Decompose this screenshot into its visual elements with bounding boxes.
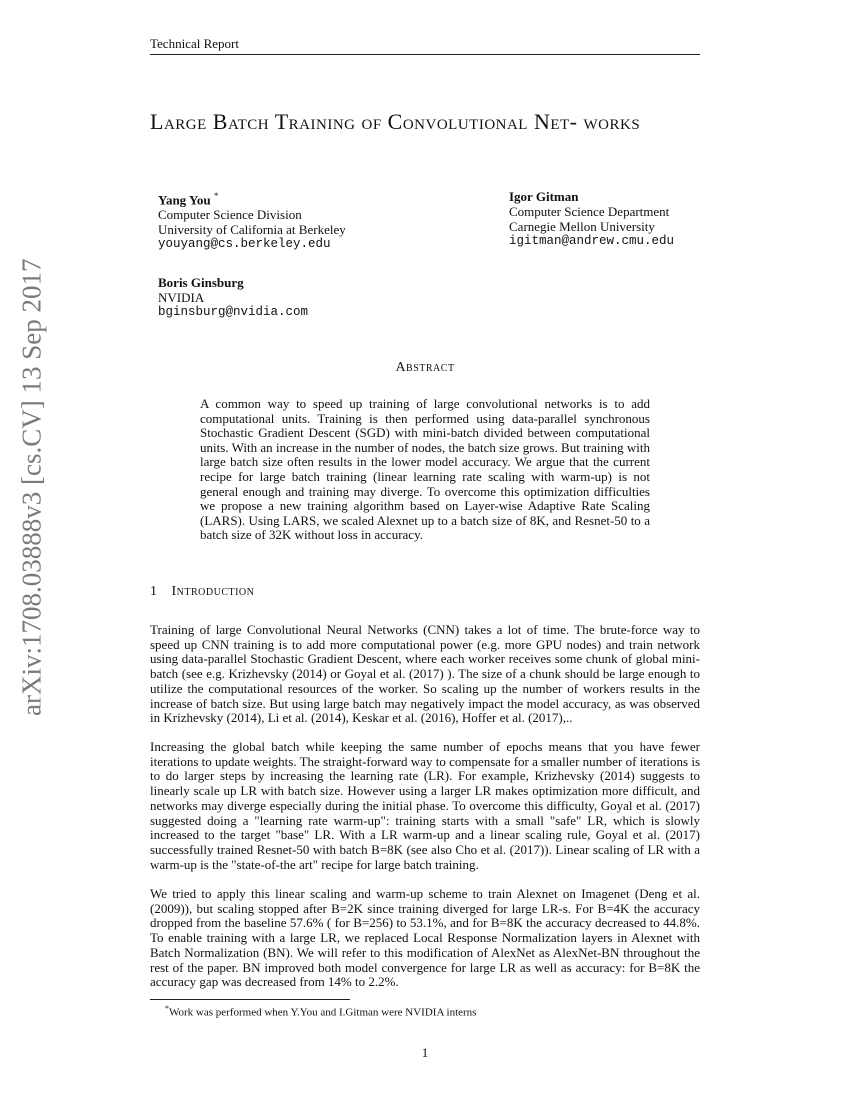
author-block — [158, 275, 308, 320]
body-paragraph: Increasing the global batch while keeping the same number of epochs means that you have fewer iterations to update weights. The straight-forward way to compensate for a smaller number of iterations is to do larger steps by increasing the learning rate (LR). For example, Krizhevsky (2014) suggests to linearly scale up LR with batch size. However using a larger LR makes optimization more difficult, and networks may diverge especially during the initial phase. To overcome this difficulty, Goyal et al. (2017) suggested doing a "learning rate warm-up": training starts with a small "safe" LR, which is slowly increased to the target "base" LR. With a LR warm-up and a linear scaling rule, Goyal et al. (2017) successfully trained Resnet-50 with batch B=8K (see also Cho et al. (2017)). Linear scaling of LR with a warm-up is the "state-of-the art" recipe for large batch training. — [150, 739, 700, 872]
abstract-heading: Abstract — [395, 360, 455, 375]
author-name: Boris Ginsburg — [158, 275, 244, 290]
author-affiliation: University of California at Berkeley — [158, 222, 346, 238]
author-block — [509, 189, 674, 249]
author-footnote-marker: * — [213, 191, 219, 201]
section-title: Introduction — [171, 584, 255, 599]
author-affiliation: Computer Science Department — [509, 204, 670, 219]
abstract-text: A common way to speed up training of large convolutional networks is to add computational units. Training is then performed using data-parallel synchronous Stochastic Gradient Descent (SGD) with mini-batch divided between computational units. With an increase in the number of nodes, the batch size grows. But training with large batch size often results in the lower model accuracy. We argue that the current recipe for large batch training (linear learning rate scaling with warm-up) is not general enough and training may diverge. To overcome this optimization difficulties we propose a new training algorithm based on Layer-wise Adaptive Rate Scaling (LARS). Using LARS, we scaled Alexnet up to a batch size of 8K, and Resnet-50 to a batch size of 32K without loss in accuracy. — [200, 396, 650, 543]
author-email[interactable]: bginsburg@nvidia.com — [158, 305, 309, 319]
author-email[interactable]: youyang@cs.berkeley.edu — [158, 237, 331, 252]
footnote-rule — [150, 999, 350, 1000]
footnote-marker: * — [165, 1004, 169, 1013]
author-name: Igor Gitman — [509, 189, 579, 204]
section-heading — [150, 584, 254, 600]
author-affiliation: NVIDIA — [158, 290, 205, 305]
author-affiliation: Carnegie Mellon University — [509, 219, 655, 234]
author-block — [158, 189, 346, 252]
section-number: 1 — [150, 584, 158, 599]
header-rule — [150, 54, 700, 55]
page-number: 1 — [421, 1045, 429, 1060]
body-paragraph: Training of large Convolutional Neural Networks (CNN) takes a lot of time. The brute-force way to speed up CNN training is to add more computational power (e.g. more GPU nodes) and train network using data-parallel Stochastic Gradient Descent, where each worker receives some chunk of global mini-batch (see e.g. Krizhevsky (2014) or Goyal et al. (2017) ). The size of a chunk should be large enough to utilize the computational resources of the worker. So scaling up the number of workers results in the increase of batch size. But using large batch may negatively impact the model accuracy, as was observed in Krizhevsky (2014), Li et al. (2014), Keskar et al. (2016), Hoffer et al. (2017),.. — [150, 622, 700, 726]
author-email[interactable]: igitman@andrew.cmu.edu — [509, 234, 675, 248]
running-header: Technical Report — [150, 36, 239, 51]
paper-title: Large Batch Training of Convolutional Net- works — [150, 109, 641, 134]
author-affiliation: Computer Science Division — [158, 207, 302, 223]
footnote-text: Work was performed when Y.You and I.Gitman were NVIDIA interns — [169, 1006, 477, 1019]
body-paragraph: We tried to apply this linear scaling and warm-up scheme to train Alexnet on Imagenet (Deng et al. (2009)), but scaling stopped after B=2K since training diverged for large LR-s. For B=4K the accuracy dropped from the baseline 57.6% ( for B=256) to 53.1%, and for B=8K the accuracy decreased to 44.8%. To enable training with a large LR, we replaced Local Response Normalization layers in Alexnet with Batch Normalization (BN). We will refer to this modification of AlexNet as AlexNet-BN throughout the rest of the paper. BN improved both model convergence for large LR as well as accuracy: for B=8K the accuracy gap was decreased from 14% to 2.2%. — [150, 886, 700, 990]
footnote — [165, 1004, 476, 1019]
arxiv-side-identifier: arXiv:1708.03888v3 [cs.CV] 13 Sep 2017 — [16, 258, 47, 716]
author-name: Yang You — [158, 192, 211, 208]
